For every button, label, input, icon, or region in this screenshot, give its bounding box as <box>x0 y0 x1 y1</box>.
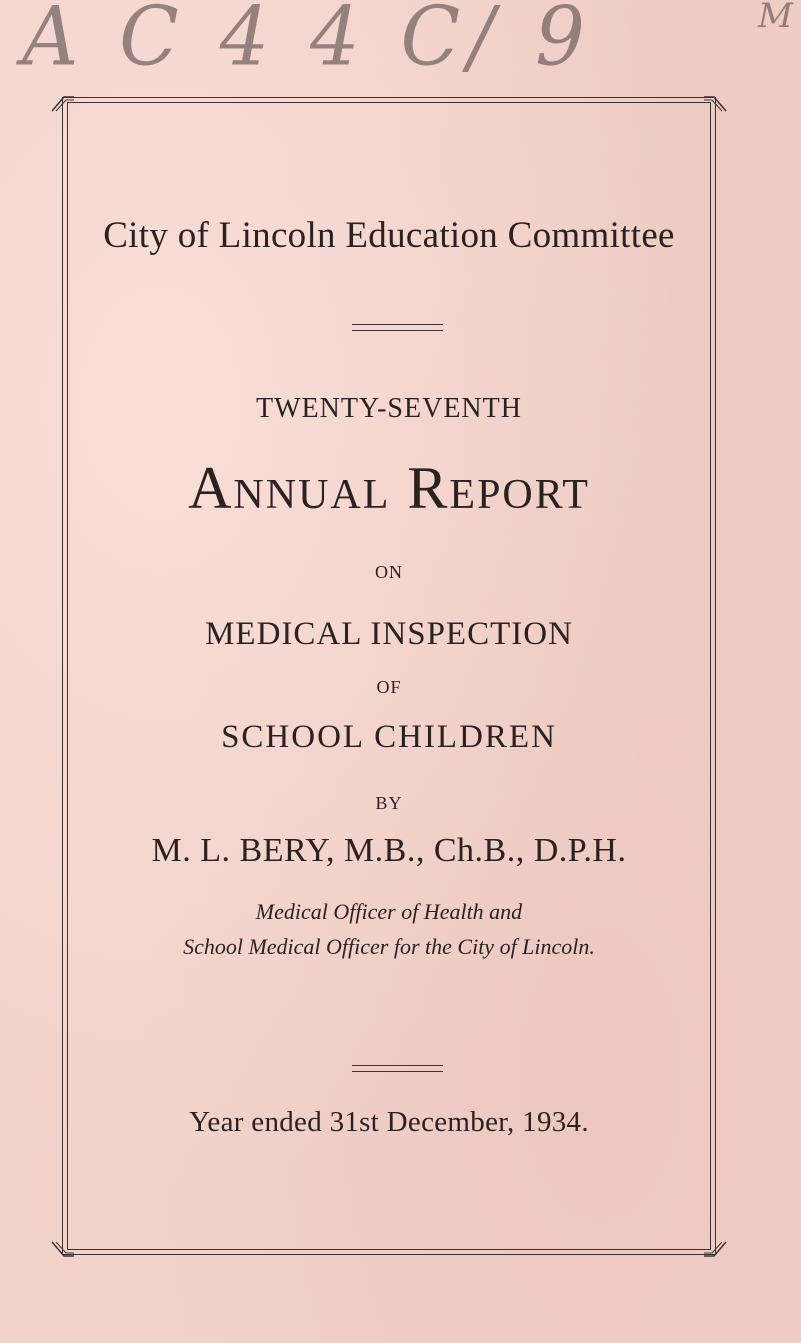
report-year: Year ended 31st December, 1934. <box>189 1106 589 1138</box>
page-border-inner <box>67 102 711 1250</box>
corner-ornament-bottom-left <box>50 1240 78 1268</box>
committee-heading: City of Lincoln Education Committee <box>103 215 675 256</box>
corner-ornament-top-left <box>50 85 78 113</box>
handwritten-mark: M <box>758 0 793 36</box>
connector-by: BY <box>375 793 403 813</box>
double-rule-divider <box>352 324 443 331</box>
subject-medical-inspection: MEDICAL INSPECTION <box>205 616 573 652</box>
author-name: M. L. BERY, M.B., Ch.B., D.P.H. <box>151 832 627 869</box>
subject-school-children: SCHOOL CHILDREN <box>221 719 557 755</box>
report-ordinal: TWENTY-SEVENTH <box>256 393 522 424</box>
corner-ornament-bottom-right <box>700 1240 728 1268</box>
connector-on: ON <box>375 562 403 582</box>
author-title-line-2: School Medical Officer for the City of Lincoln. <box>183 934 595 959</box>
author-title-line-1: Medical Officer of Health and <box>255 899 523 924</box>
report-title: Annual Report <box>188 455 590 521</box>
connector-of: OF <box>376 677 402 697</box>
corner-ornament-top-right <box>700 85 728 113</box>
double-rule-divider-lower <box>352 1065 443 1072</box>
handwritten-shelfmark: A C 4 4 C/ 9 <box>22 0 593 85</box>
